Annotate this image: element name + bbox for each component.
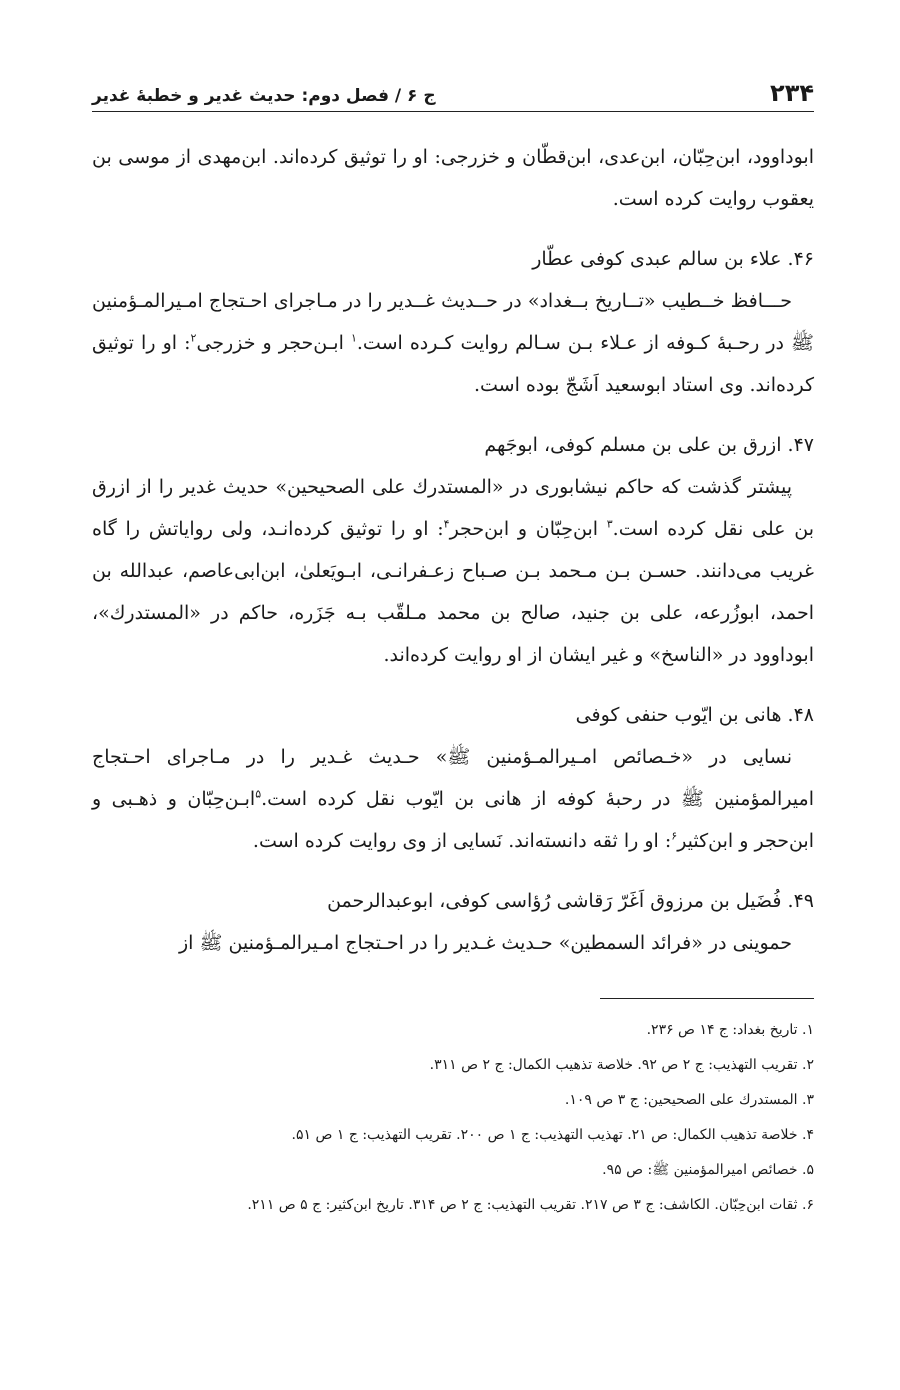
entry-heading: ۴۶. علاء بن سالم عبدی کوفی عطّار xyxy=(532,248,814,270)
entry-46 xyxy=(92,238,814,406)
entry-48 xyxy=(92,694,814,862)
entry-text-part: ابن‌حِبّان و ابن‌حجر xyxy=(449,518,607,540)
footnote-5: ۵. خصائص امیرالمؤمنین ﷺ: ص ۹۵. xyxy=(602,1162,814,1178)
footnote-4: ۴. خلاصة تذهیب الکمال: ص ۲۱. تهذیب التهذیب: ج ۱ ص ۲۰۰. تقریب التهذیب: ج ۱ ص ۵۱. xyxy=(291,1127,814,1143)
page-body xyxy=(92,136,814,1223)
entry-text-part: : او را توثیق کرده‌اند. وی استاد ابوسعید اَشَجّ بوده است. xyxy=(92,332,814,396)
entry-text-part: : او را ثقه دانسته‌اند. نَسایی از وی روایت کرده است. xyxy=(252,830,672,852)
footnote-2: ۲. تقریب التهذیب: ج ۲ ص ۹۲. خلاصة تذهیب الکمال: ج ۲ ص ۳۱۱. xyxy=(429,1057,814,1073)
entry-text-part: پیشتر گذشت که حاکم نیشابوری در «المستدرك علی الصحیحین» حدیث غدیر را از ازرق بن علی نقل کرده است. xyxy=(92,476,814,540)
entry-heading: ۴۹. فُضَیل بن مرزوق اَغَرّ رَقاشی رُؤاسی کوفی، ابوعبدالرحمن xyxy=(327,890,814,912)
footnote-ref[interactable]: ۵ xyxy=(255,787,262,801)
entry-49 xyxy=(92,880,814,964)
entry-text xyxy=(92,736,814,862)
entry-heading: ۴۷. ازرق بن علی بن مسلم کوفی، ابوجَهم xyxy=(484,434,814,456)
footnote-6: ۶. ثقات ابن‌حِبّان. الکاشف: ج ۳ ص ۲۱۷. تقریب التهذیب: ج ۲ ص ۳۱۴. تاریخ ابن‌کثیر: ج ۵ ص ۲۱۱. xyxy=(247,1197,814,1213)
chapter-title: ج ۶ / فصل دوم: حدیث غدیر و خطبهٔ غدیر xyxy=(92,86,436,106)
entry-text-part: نسایی در «خـصائص امـیرالمـؤمنین ﷺ» حـدیث غـدیر را در مـاجرای احـتجاج امیرالمؤمنین ﷺ در رحبهٔ کوفه از هانی بن ایّوب نقل کرده است. xyxy=(92,746,814,810)
footnote-1: ۱. تاریخ بغداد: ج ۱۴ ص ۲۳۶. xyxy=(646,1022,814,1038)
entry-text-part: : او را توثیق کرده‌انـد، ولی روایاتش را گاه غریب می‌دانند. حسـن بـن مـحمد بـن صـباح زعـفرانـی، ابـویَعلیٰ، ابن‌ابی‌عاصم، عبدالله بن احمد، ابوزُرعه، علی بن جنید، صالح بن محمد مـلقّب بـه جَزَره، حاکم در «المستدرك»، ابوداوود در «الناسخ» و غیر ایشان از او روایت کرده‌اند. xyxy=(92,518,814,666)
entry-47 xyxy=(92,424,814,676)
running-header xyxy=(92,60,814,112)
footnote-ref[interactable]: ۱ xyxy=(350,331,357,345)
footnote-ref[interactable]: ۳ xyxy=(606,517,613,531)
entry-text-part: حـــافظ خــطیب «تــاریخ بــغداد» در حــدیث غــدیر را در مـاجرای احـتجاج امـیرالمـؤمنین ﷺ در رحـبهٔ کـوفه از عـلاء بـن سـالم روایت کـرده است. xyxy=(92,290,814,354)
entry-text-part: ابـن‌حِبّان و ذهـبی و ابن‌حجر و ابن‌کثیر xyxy=(92,788,814,852)
entry-text xyxy=(92,280,814,406)
page-number: ۲۳۴ xyxy=(770,79,814,107)
book-page xyxy=(92,60,814,1350)
entry-text-part: حموینی در «فرائد السمطین» حـدیث غـدیر را در احـتجاج امـیرالمـؤمنین ﷺ از xyxy=(178,932,792,954)
entry-text xyxy=(92,922,814,964)
entry-text-part: ابـن‌حجر و خزرجی xyxy=(196,332,351,354)
footnote-ref[interactable]: ۲ xyxy=(190,331,197,345)
entry-text xyxy=(92,466,814,676)
footnote-ref[interactable]: ۴ xyxy=(443,517,450,531)
footnote-ref[interactable]: ۶ xyxy=(671,829,678,843)
intro-paragraph: ابوداوود، ابن‌حِبّان، ابن‌عدی، ابن‌قطّان و خزرجی: او را توثیق کرده‌اند. ابن‌مهدی از موسی بن یعقوب روایت کرده است. xyxy=(92,146,814,210)
footnote-divider xyxy=(600,998,814,999)
footnotes xyxy=(92,1013,814,1223)
footnote-3: ۳. المستدرك علی الصحیحین: ج ۳ ص ۱۰۹. xyxy=(564,1092,814,1108)
entry-heading: ۴۸. هانی بن ایّوب حنفی کوفی xyxy=(575,704,814,726)
